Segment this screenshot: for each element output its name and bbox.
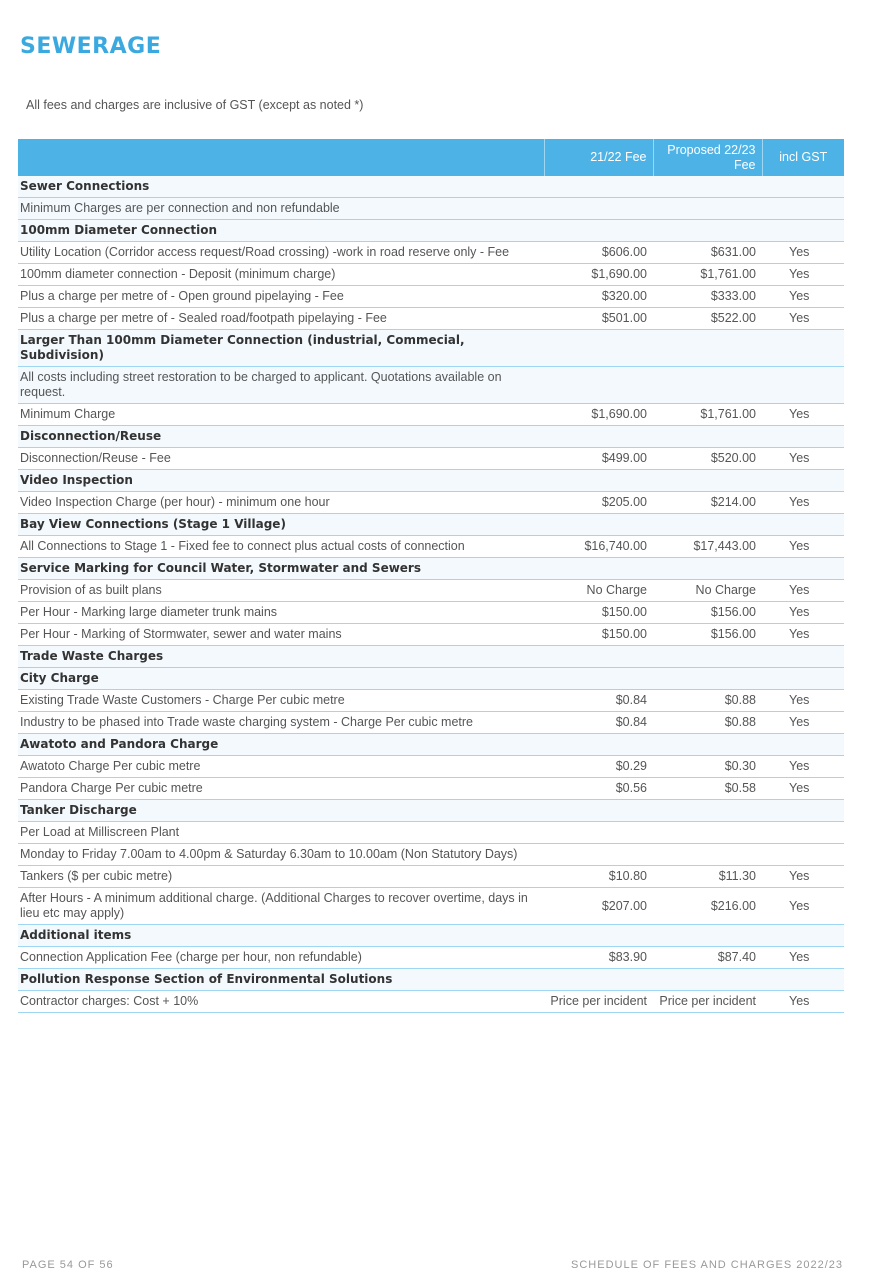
section-title: Disconnection/Reuse [18,426,544,448]
row-incl-gst: Yes [762,778,844,800]
section-title: Larger Than 100mm Diameter Connection (industrial, Commecial, Subdivision) [18,330,544,367]
row-fee-2223: $156.00 [653,624,762,646]
empty-cell [544,646,653,668]
row-description: Minimum Charge [18,404,544,426]
row-description: Contractor charges: Cost + 10% [18,991,544,1013]
row-fee-2122: $205.00 [544,492,653,514]
section-header-row [18,668,844,690]
table-row [18,264,844,286]
empty-cell [544,668,653,690]
row-fee-2223: $11.30 [653,866,762,888]
empty-cell [762,844,844,866]
intro-text: All fees and charges are inclusive of GST (except as noted *) [26,98,364,112]
section-header-row [18,969,844,991]
row-description: Existing Trade Waste Customers - Charge Per cubic metre [18,690,544,712]
header-description [18,139,544,176]
row-fee-2122: $499.00 [544,448,653,470]
row-description: Plus a charge per metre of - Sealed road/footpath pipelaying - Fee [18,308,544,330]
empty-cell [653,646,762,668]
row-fee-2223: $87.40 [653,947,762,969]
section-header-row [18,646,844,668]
table-row [18,536,844,558]
table-row [18,947,844,969]
empty-cell [544,800,653,822]
section-title: Video Inspection [18,470,544,492]
section-header-row [18,176,844,198]
row-fee-2223: $520.00 [653,448,762,470]
empty-cell [762,470,844,492]
row-fee-2223: $0.30 [653,756,762,778]
row-description: All Connections to Stage 1 - Fixed fee to connect plus actual costs of connection [18,536,544,558]
empty-cell [544,844,653,866]
empty-cell [544,925,653,947]
header-fee-2122: 21/22 Fee [544,139,653,176]
row-fee-2122: $16,740.00 [544,536,653,558]
section-title: Sewer Connections [18,176,544,198]
row-fee-2122: $501.00 [544,308,653,330]
table-row [18,286,844,308]
note-row [18,822,844,844]
empty-cell [653,330,762,367]
row-description: Per Hour - Marking of Stormwater, sewer and water mains [18,624,544,646]
empty-cell [544,426,653,448]
row-fee-2122: Price per incident [544,991,653,1013]
empty-cell [762,969,844,991]
row-incl-gst: Yes [762,756,844,778]
row-incl-gst: Yes [762,308,844,330]
section-header-row [18,800,844,822]
row-incl-gst: Yes [762,536,844,558]
section-title: City Charge [18,668,544,690]
row-fee-2223: $1,761.00 [653,404,762,426]
section-header-row [18,558,844,580]
row-incl-gst: Yes [762,264,844,286]
section-title: Tanker Discharge [18,800,544,822]
row-description: Tankers ($ per cubic metre) [18,866,544,888]
row-incl-gst: Yes [762,947,844,969]
table-row [18,404,844,426]
empty-cell [653,426,762,448]
row-fee-2223: $156.00 [653,602,762,624]
note-text: Monday to Friday 7.00am to 4.00pm & Saturday 6.30am to 10.00am (Non Statutory Days) [18,844,544,866]
row-incl-gst: Yes [762,492,844,514]
row-fee-2223: $333.00 [653,286,762,308]
empty-cell [762,176,844,198]
row-fee-2122: $1,690.00 [544,264,653,286]
empty-cell [762,220,844,242]
row-fee-2122: $1,690.00 [544,404,653,426]
row-incl-gst: Yes [762,624,844,646]
table-row [18,888,844,925]
empty-cell [544,367,653,404]
empty-cell [653,925,762,947]
table-row [18,492,844,514]
empty-cell [762,330,844,367]
empty-cell [544,330,653,367]
row-fee-2223: $0.88 [653,712,762,734]
row-fee-2223: Price per incident [653,991,762,1013]
empty-cell [544,514,653,536]
row-description: Plus a charge per metre of - Open ground pipelaying - Fee [18,286,544,308]
section-title: Service Marking for Council Water, Stormwater and Sewers [18,558,544,580]
section-title: Awatoto and Pandora Charge [18,734,544,756]
row-fee-2223: $631.00 [653,242,762,264]
row-incl-gst: Yes [762,286,844,308]
note-text: All costs including street restoration to be charged to applicant. Quotations available on request. [18,367,544,404]
row-incl-gst: Yes [762,602,844,624]
section-header-row [18,470,844,492]
empty-cell [544,220,653,242]
table-row [18,624,844,646]
empty-cell [653,198,762,220]
table-header-row [18,139,844,176]
empty-cell [544,198,653,220]
row-incl-gst: Yes [762,690,844,712]
row-fee-2122: $10.80 [544,866,653,888]
row-description: Disconnection/Reuse - Fee [18,448,544,470]
row-description: 100mm diameter connection - Deposit (minimum charge) [18,264,544,286]
empty-cell [653,969,762,991]
empty-cell [544,822,653,844]
section-header-row [18,925,844,947]
row-fee-2122: $0.84 [544,690,653,712]
row-fee-2122: $83.90 [544,947,653,969]
page-title: SEWERAGE [20,34,162,59]
empty-cell [544,558,653,580]
row-incl-gst: Yes [762,242,844,264]
row-incl-gst: Yes [762,991,844,1013]
row-description: Pandora Charge Per cubic metre [18,778,544,800]
table-row [18,580,844,602]
row-incl-gst: Yes [762,712,844,734]
row-incl-gst: Yes [762,448,844,470]
row-fee-2122: $207.00 [544,888,653,925]
empty-cell [762,925,844,947]
table-row [18,448,844,470]
table-row [18,756,844,778]
empty-cell [762,198,844,220]
empty-cell [653,558,762,580]
note-row [18,367,844,404]
empty-cell [762,822,844,844]
row-incl-gst: Yes [762,866,844,888]
section-header-row [18,734,844,756]
table-row [18,242,844,264]
row-fee-2223: $17,443.00 [653,536,762,558]
empty-cell [653,822,762,844]
section-title: Bay View Connections (Stage 1 Village) [18,514,544,536]
table-row [18,690,844,712]
empty-cell [762,800,844,822]
empty-cell [653,800,762,822]
table-row [18,778,844,800]
header-fee-2223: Proposed 22/23 Fee [653,139,762,176]
section-title: Pollution Response Section of Environmental Solutions [18,969,544,991]
row-fee-2223: $522.00 [653,308,762,330]
row-description: After Hours - A minimum additional charge. (Additional Charges to recover overtime, days in lieu etc may apply) [18,888,544,925]
row-fee-2223: $214.00 [653,492,762,514]
row-fee-2122: $0.84 [544,712,653,734]
row-description: Awatoto Charge Per cubic metre [18,756,544,778]
row-fee-2223: $0.88 [653,690,762,712]
empty-cell [653,470,762,492]
table-row [18,991,844,1013]
empty-cell [544,176,653,198]
row-fee-2122: $150.00 [544,602,653,624]
empty-cell [762,367,844,404]
row-fee-2122: $0.29 [544,756,653,778]
note-row [18,844,844,866]
section-header-row [18,514,844,536]
row-description: Industry to be phased into Trade waste charging system - Charge Per cubic metre [18,712,544,734]
row-description: Utility Location (Corridor access request/Road crossing) -work in road reserve only - Fee [18,242,544,264]
row-fee-2223: $0.58 [653,778,762,800]
section-title: Additional items [18,925,544,947]
empty-cell [762,734,844,756]
row-description: Provision of as built plans [18,580,544,602]
table-body [18,176,844,1013]
header-incl-gst: incl GST [762,139,844,176]
note-text: Per Load at Milliscreen Plant [18,822,544,844]
empty-cell [762,558,844,580]
empty-cell [544,969,653,991]
note-text: Minimum Charges are per connection and non refundable [18,198,544,220]
empty-cell [544,470,653,492]
fees-table [18,139,844,1013]
section-header-row [18,426,844,448]
row-description: Per Hour - Marking large diameter trunk mains [18,602,544,624]
table-row [18,712,844,734]
section-title: Trade Waste Charges [18,646,544,668]
page-number: PAGE 54 OF 56 [22,1259,114,1271]
table-row [18,866,844,888]
section-header-row [18,330,844,367]
row-fee-2223: No Charge [653,580,762,602]
empty-cell [544,734,653,756]
empty-cell [762,668,844,690]
row-fee-2223: $1,761.00 [653,264,762,286]
row-fee-2122: No Charge [544,580,653,602]
row-incl-gst: Yes [762,404,844,426]
row-fee-2122: $150.00 [544,624,653,646]
empty-cell [653,220,762,242]
row-fee-2122: $320.00 [544,286,653,308]
row-description: Video Inspection Charge (per hour) - minimum one hour [18,492,544,514]
empty-cell [762,514,844,536]
document-title: SCHEDULE OF FEES AND CHARGES 2022/23 [571,1259,843,1271]
empty-cell [653,668,762,690]
row-fee-2122: $606.00 [544,242,653,264]
section-title: 100mm Diameter Connection [18,220,544,242]
empty-cell [653,734,762,756]
row-fee-2223: $216.00 [653,888,762,925]
section-header-row [18,220,844,242]
empty-cell [762,646,844,668]
table-row [18,602,844,624]
row-description: Connection Application Fee (charge per hour, non refundable) [18,947,544,969]
table-row [18,308,844,330]
note-row [18,198,844,220]
empty-cell [653,514,762,536]
row-incl-gst: Yes [762,888,844,925]
row-incl-gst: Yes [762,580,844,602]
empty-cell [653,844,762,866]
empty-cell [762,426,844,448]
empty-cell [653,176,762,198]
empty-cell [653,367,762,404]
row-fee-2122: $0.56 [544,778,653,800]
